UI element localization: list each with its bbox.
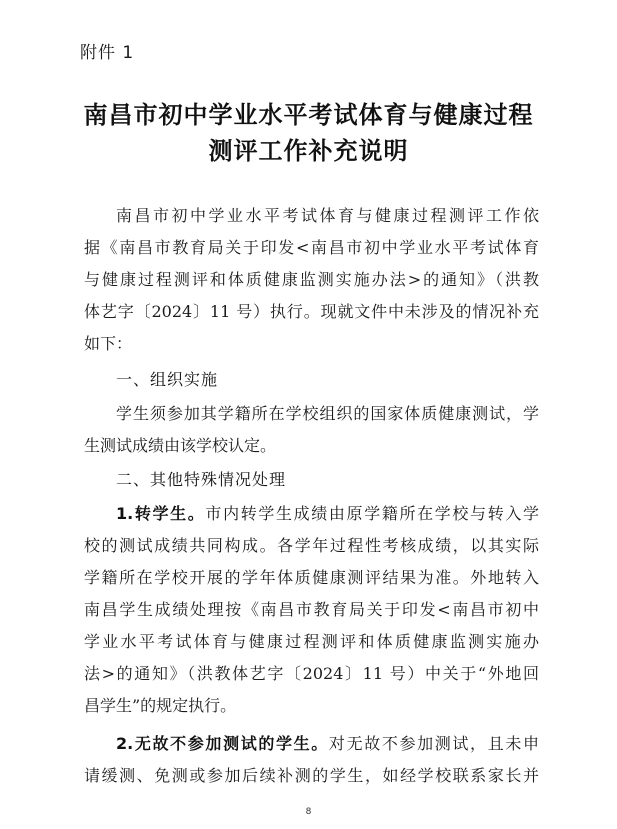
section-heading-special-cases: 二、其他特殊情况处理 bbox=[116, 470, 287, 489]
intro-line-5: 如下： bbox=[84, 334, 133, 353]
item1-first-line-text: 市内转学生成绩由原学籍所在学校与转入学 bbox=[205, 504, 539, 523]
document-title-line-1: 南昌市初中学业水平考试体育与健康过程 bbox=[83, 100, 534, 129]
intro-line-2: 据《南昌市教育局关于印发<南昌市初中学业水平考试体育 bbox=[84, 238, 539, 257]
page-number: 8 bbox=[305, 807, 312, 817]
item2-first-line bbox=[116, 734, 539, 754]
section-heading-organization: 一、组织实施 bbox=[116, 370, 219, 389]
item1-line-7: 昌学生”的规定执行。 bbox=[84, 696, 237, 715]
item2-label: 2.无故不参加测试的学生。 bbox=[116, 734, 329, 753]
item2-line-2: 请缓测、免测或参加后续补测的学生，如经学校联系家长并 bbox=[84, 766, 539, 785]
attachment-label: 附件 1 bbox=[80, 43, 135, 63]
item1-label: 1.转学生。 bbox=[116, 504, 206, 523]
item1-line-6: 法>的通知》（洪教体艺字〔2024〕11 号）中关于“外地回 bbox=[84, 664, 539, 683]
item1-line-2: 校的测试成绩共同构成。各学年过程性考核成绩，以其实际 bbox=[84, 536, 539, 555]
document-title-line-2: 测评工作补充说明 bbox=[208, 136, 409, 165]
intro-line-4: 体艺字〔2024〕11 号）执行。现就文件中未涉及的情况补充 bbox=[84, 302, 539, 321]
item2-first-line-text: 对无故不参加测试，且未申 bbox=[328, 734, 539, 753]
section1-line-2: 生测试成绩由该学校认定。 bbox=[84, 436, 277, 455]
item1-line-3: 学籍所在学校开展的学年体质健康测评结果为准。外地转入 bbox=[84, 568, 539, 587]
item1-line-4: 南昌学生成绩处理按《南昌市教育局关于印发<南昌市初中 bbox=[84, 600, 539, 619]
intro-line-3: 与健康过程测评和体质健康监测实施办法>的通知》（洪教 bbox=[84, 270, 539, 289]
section1-line-1: 学生须参加其学籍所在学校组织的国家体质健康测试，学 bbox=[116, 404, 539, 423]
item1-line-5: 学业水平考试体育与健康过程测评和体质健康监测实施办 bbox=[84, 632, 539, 651]
item1-first-line bbox=[116, 504, 539, 524]
intro-line-1: 南昌市初中学业水平考试体育与健康过程测评工作依 bbox=[116, 206, 539, 225]
